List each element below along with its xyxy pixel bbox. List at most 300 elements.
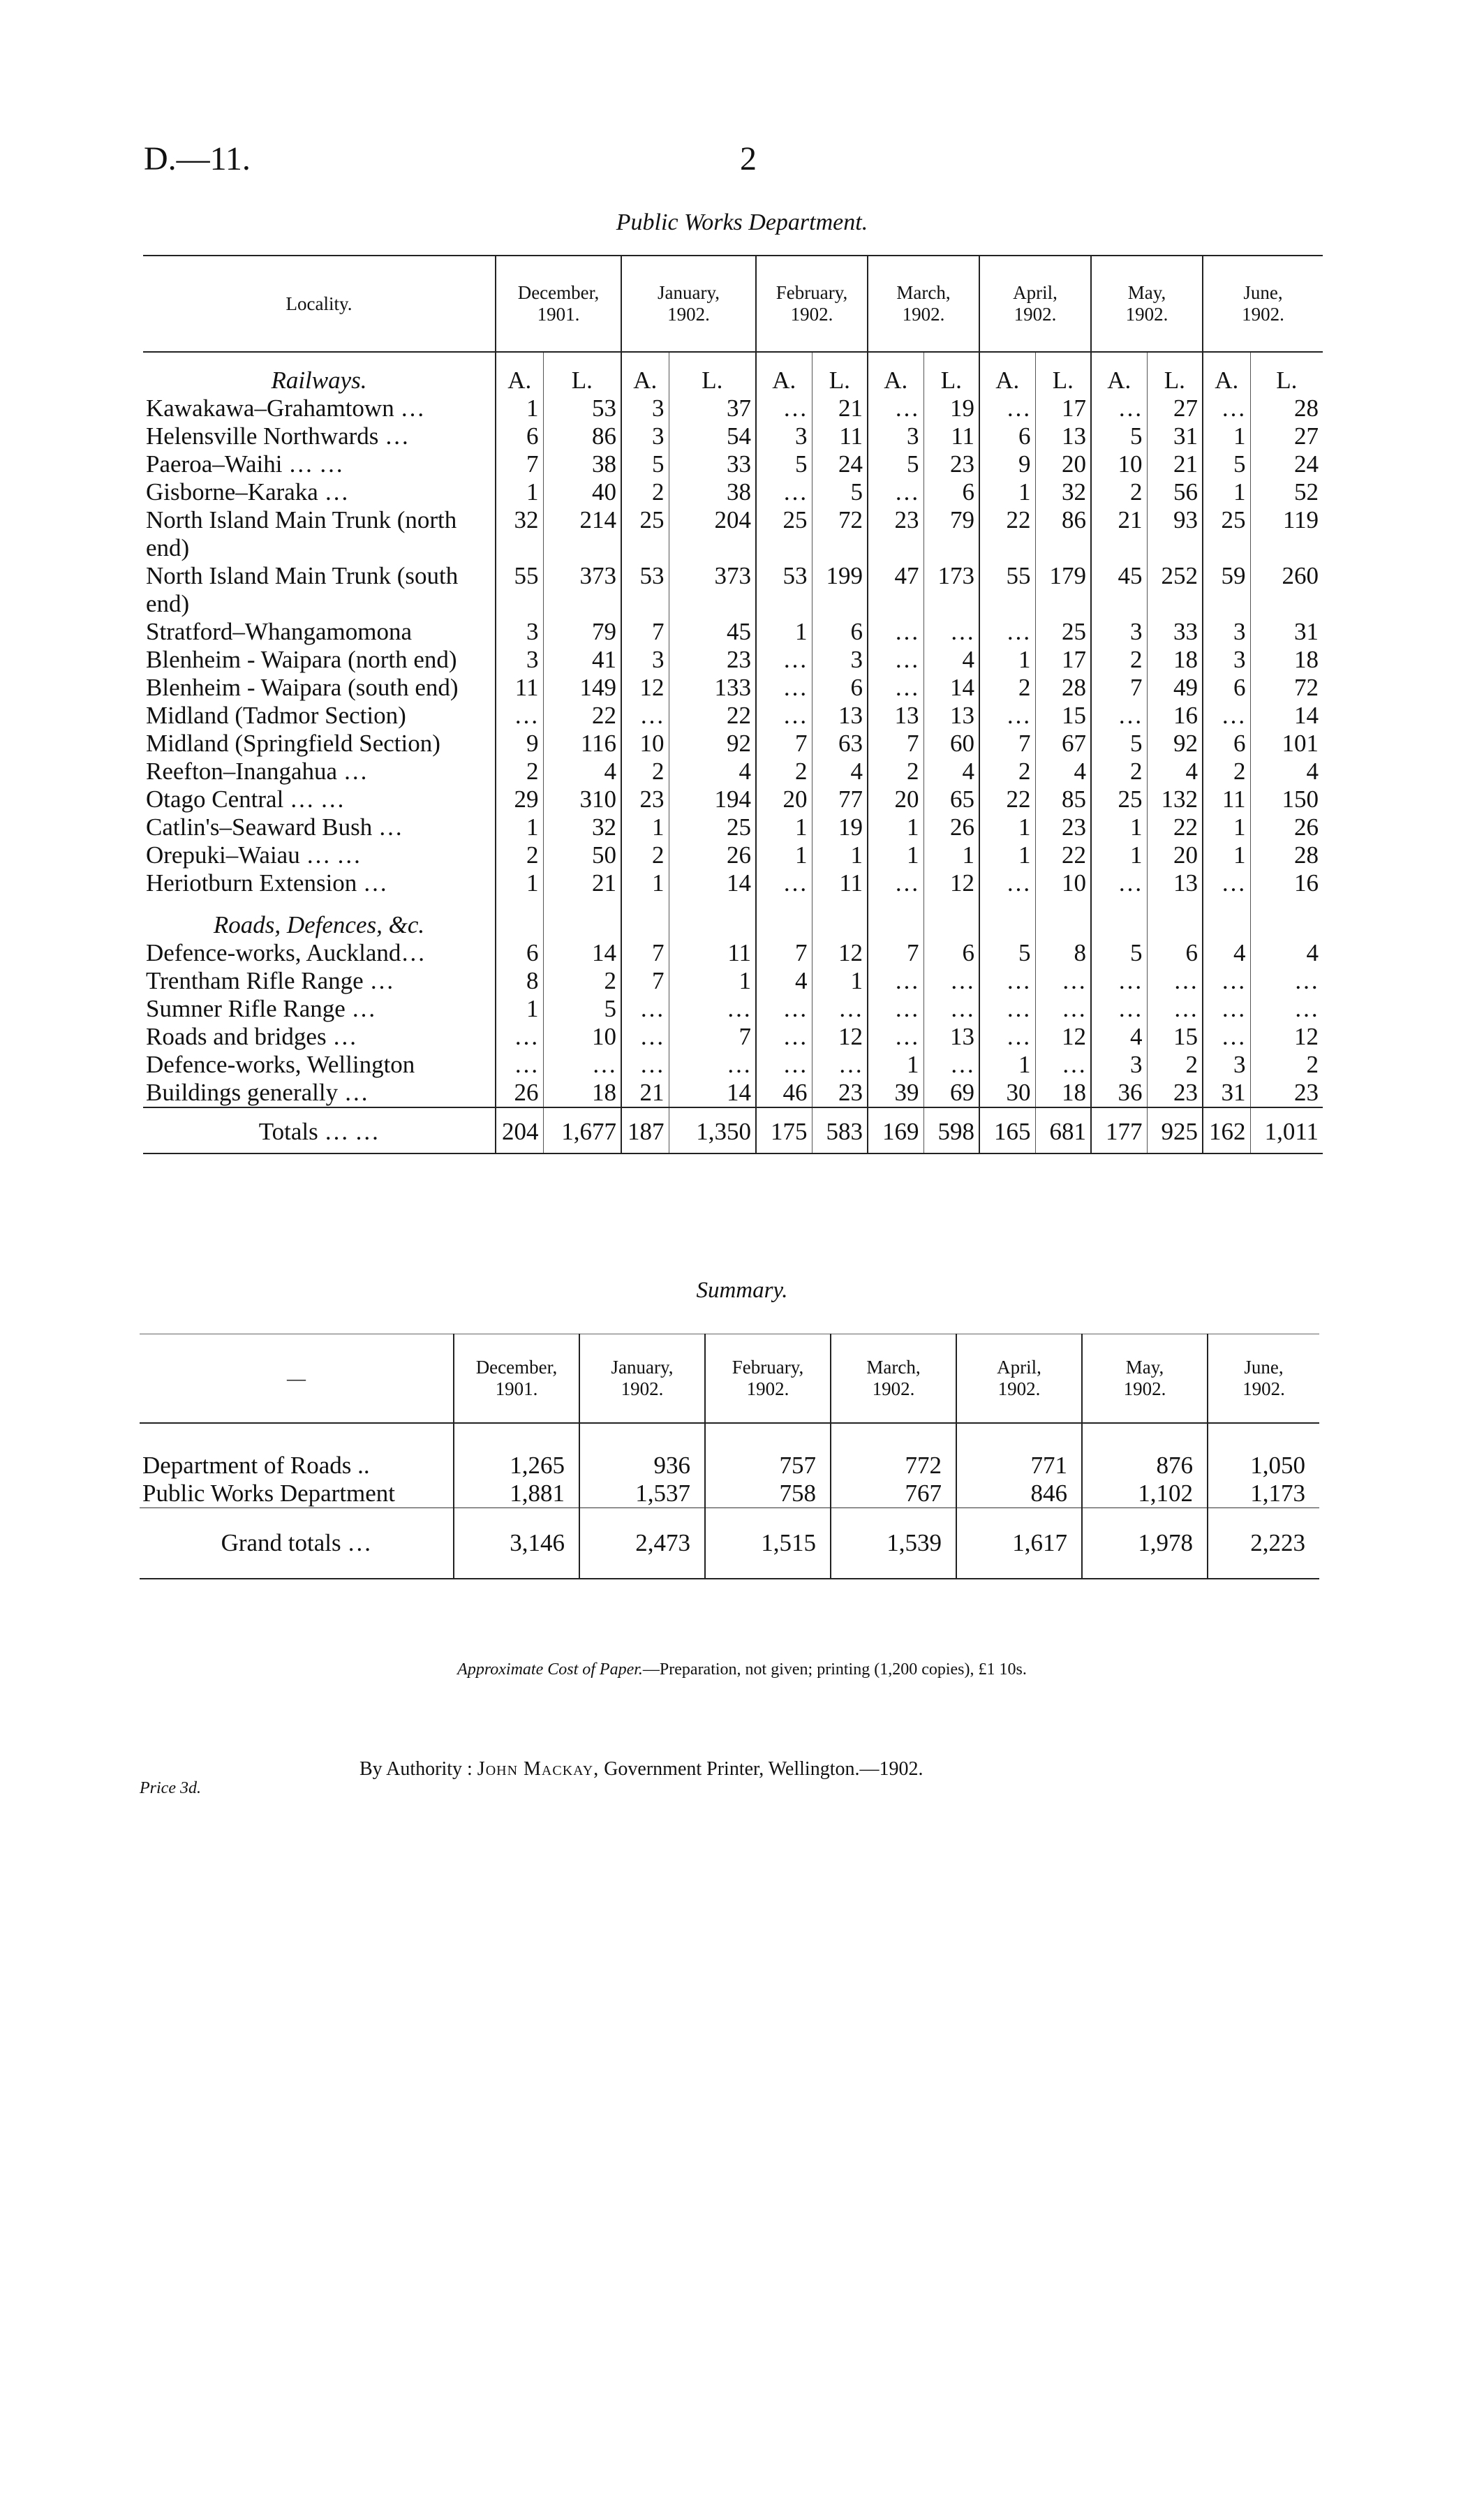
value-cell: … <box>923 967 979 995</box>
table-row <box>143 869 1323 897</box>
value-cell: 26 <box>1250 813 1323 841</box>
value-cell: 22 <box>979 506 1035 562</box>
month-label: May, <box>1127 282 1166 303</box>
value-cell: 23 <box>923 450 979 478</box>
authority-prefix: By Authority : <box>359 1758 473 1780</box>
value-cell: 204 <box>496 1107 543 1153</box>
value-cell: 169 <box>868 1107 923 1153</box>
month-header <box>756 256 868 352</box>
value-cell: … <box>496 1023 543 1051</box>
table-row <box>143 618 1323 646</box>
spacer-cell <box>1091 897 1147 939</box>
value-cell: 2 <box>621 841 669 869</box>
summary-month-header <box>831 1334 956 1424</box>
locality-name: Defence-works, Auckland… <box>146 939 426 966</box>
month-header <box>1203 256 1323 352</box>
value-cell: 26 <box>669 841 756 869</box>
value-cell: 37 <box>669 395 756 422</box>
value-cell: 179 <box>1035 562 1091 618</box>
value-cell: 204 <box>669 506 756 562</box>
value-cell: 583 <box>812 1107 868 1153</box>
year-label: 1902. <box>790 304 833 325</box>
value-cell: … <box>1091 995 1147 1023</box>
value-cell: 12 <box>1250 1023 1323 1051</box>
value-cell: 173 <box>923 562 979 618</box>
table-row <box>143 450 1323 478</box>
summary-table <box>140 1334 1319 1579</box>
value-cell: 4 <box>923 758 979 786</box>
value-cell: 2 <box>868 758 923 786</box>
month-header <box>1091 256 1203 352</box>
value-cell: 3 <box>1091 1051 1147 1079</box>
grand-total-value: 3,146 <box>454 1508 579 1579</box>
value-cell: 194 <box>669 786 756 813</box>
value-cell: 12 <box>812 939 868 967</box>
spacer-cell <box>543 897 621 939</box>
value-cell: 4 <box>543 758 621 786</box>
value-cell: 6 <box>923 939 979 967</box>
value-cell: … <box>1203 395 1250 422</box>
value-cell: … <box>1203 869 1250 897</box>
value-cell: … <box>496 702 543 730</box>
value-cell: 23 <box>621 786 669 813</box>
value-cell: 27 <box>1250 422 1323 450</box>
value-cell: 72 <box>812 506 868 562</box>
value-cell: … <box>979 995 1035 1023</box>
value-cell: 1 <box>979 478 1035 506</box>
value-cell: 23 <box>669 646 756 674</box>
value-cell: 14 <box>669 1079 756 1107</box>
value-cell: 23 <box>1147 1079 1203 1107</box>
value-cell: … <box>621 995 669 1023</box>
value-cell: 33 <box>1147 618 1203 646</box>
value-cell: 116 <box>543 730 621 758</box>
month-header <box>621 256 756 352</box>
value-cell: 162 <box>1203 1107 1250 1153</box>
spacer-cell <box>1035 897 1091 939</box>
value-cell: 133 <box>669 674 756 702</box>
value-cell: 11 <box>496 674 543 702</box>
value-cell: 1 <box>979 1051 1035 1079</box>
column-a-label: A. <box>496 352 543 395</box>
value-cell: 260 <box>1250 562 1323 618</box>
locality-name: Midland (Tadmor Section) <box>146 702 406 729</box>
value-cell: 4 <box>1250 758 1323 786</box>
table-row <box>143 478 1323 506</box>
grand-total-value: 2,473 <box>579 1508 705 1579</box>
document-code: D.—11. <box>144 140 251 177</box>
locality-header: Locality. <box>143 256 496 352</box>
value-cell: … <box>756 995 812 1023</box>
value-cell: … <box>756 702 812 730</box>
value-cell: 60 <box>923 730 979 758</box>
value-cell: 2 <box>1091 758 1147 786</box>
value-cell: … <box>1147 995 1203 1023</box>
spacer-cell <box>496 897 543 939</box>
summary-value: 767 <box>831 1480 956 1508</box>
value-cell: 59 <box>1203 562 1250 618</box>
value-cell: 7 <box>621 939 669 967</box>
value-cell: 5 <box>812 478 868 506</box>
table-row <box>143 422 1323 450</box>
value-cell: … <box>669 1051 756 1079</box>
value-cell: 11 <box>812 869 868 897</box>
cost-note <box>0 1660 1484 1679</box>
value-cell: 10 <box>543 1023 621 1051</box>
value-cell: 3 <box>1203 618 1250 646</box>
value-cell: 28 <box>1035 674 1091 702</box>
month-label: January, <box>611 1357 674 1378</box>
value-cell: 1 <box>1203 478 1250 506</box>
value-cell: 20 <box>1147 841 1203 869</box>
value-cell: 14 <box>1250 702 1323 730</box>
spacer-cell <box>756 897 812 939</box>
value-cell: … <box>1203 995 1250 1023</box>
value-cell: 27 <box>1147 395 1203 422</box>
value-cell: 1 <box>496 869 543 897</box>
value-cell: 21 <box>812 395 868 422</box>
value-cell: 10 <box>621 730 669 758</box>
value-cell: 21 <box>1091 506 1147 562</box>
value-cell: 1,350 <box>669 1107 756 1153</box>
value-cell: 86 <box>543 422 621 450</box>
value-cell: 25 <box>621 506 669 562</box>
summary-month-header <box>705 1334 831 1424</box>
value-cell: 52 <box>1250 478 1323 506</box>
value-cell: 214 <box>543 506 621 562</box>
column-a-label: A. <box>979 352 1035 395</box>
value-cell: 2 <box>1091 478 1147 506</box>
value-cell: 5 <box>979 939 1035 967</box>
table-row <box>143 506 1323 562</box>
value-cell: 30 <box>979 1079 1035 1107</box>
value-cell: 1 <box>1091 841 1147 869</box>
value-cell: 310 <box>543 786 621 813</box>
month-label: March, <box>866 1357 921 1378</box>
column-a-label: A. <box>756 352 812 395</box>
value-cell: 7 <box>979 730 1035 758</box>
value-cell: 40 <box>543 478 621 506</box>
value-cell: 63 <box>812 730 868 758</box>
printer-name: John Mackay, <box>477 1758 600 1780</box>
column-a-label: A. <box>1203 352 1250 395</box>
column-a-label: A. <box>1091 352 1147 395</box>
value-cell: … <box>496 1051 543 1079</box>
locality-name: Blenheim - Waipara (south end) <box>146 674 459 701</box>
value-cell: 29 <box>496 786 543 813</box>
table-row <box>143 1079 1323 1107</box>
value-cell: … <box>621 1051 669 1079</box>
column-a-label: A. <box>621 352 669 395</box>
column-l-label: L. <box>669 352 756 395</box>
value-cell: 2 <box>1250 1051 1323 1079</box>
value-cell: 23 <box>1035 813 1091 841</box>
value-cell: 79 <box>923 506 979 562</box>
value-cell: 1 <box>496 395 543 422</box>
year-label: 1902. <box>1123 1378 1166 1399</box>
value-cell: 1 <box>868 841 923 869</box>
value-cell: 925 <box>1147 1107 1203 1153</box>
value-cell: 175 <box>756 1107 812 1153</box>
value-cell: 1 <box>669 967 756 995</box>
value-cell: 3 <box>621 395 669 422</box>
value-cell: … <box>1203 967 1250 995</box>
value-cell: 8 <box>496 967 543 995</box>
value-cell: 18 <box>1035 1079 1091 1107</box>
value-cell: … <box>812 1051 868 1079</box>
value-cell: 20 <box>756 786 812 813</box>
value-cell: 53 <box>621 562 669 618</box>
grand-totals-label: Grand totals … <box>140 1508 454 1579</box>
value-cell: 21 <box>543 869 621 897</box>
value-cell: 23 <box>812 1079 868 1107</box>
locality-name: Heriotburn Extension … <box>146 869 388 897</box>
year-label: 1902. <box>667 304 710 325</box>
month-header <box>496 256 621 352</box>
value-cell: 7 <box>1091 674 1147 702</box>
value-cell: … <box>543 1051 621 1079</box>
value-cell: 10 <box>1091 450 1147 478</box>
value-cell: 50 <box>543 841 621 869</box>
locality-name: Roads and bridges … <box>146 1023 357 1050</box>
value-cell: 11 <box>812 422 868 450</box>
grand-total-value: 1,539 <box>831 1508 956 1579</box>
value-cell: … <box>812 995 868 1023</box>
spacer-cell <box>868 897 923 939</box>
value-cell: 4 <box>669 758 756 786</box>
locality-name: North Island Main Trunk (south end) <box>146 562 459 617</box>
value-cell: 65 <box>923 786 979 813</box>
value-cell: 20 <box>868 786 923 813</box>
value-cell: 2 <box>496 841 543 869</box>
spacer-cell <box>1203 897 1250 939</box>
value-cell: 5 <box>543 995 621 1023</box>
column-l-label: L. <box>923 352 979 395</box>
value-cell: 373 <box>543 562 621 618</box>
table-row <box>143 674 1323 702</box>
page-number: 2 <box>740 140 757 177</box>
locality-name: Defence-works, Wellington <box>146 1051 415 1078</box>
value-cell: … <box>979 618 1035 646</box>
value-cell: 22 <box>543 702 621 730</box>
value-cell: 16 <box>1250 869 1323 897</box>
summary-row-label: Public Works Department <box>142 1480 396 1507</box>
column-l-label: L. <box>812 352 868 395</box>
summary-month-header <box>956 1334 1082 1424</box>
value-cell: 22 <box>669 702 756 730</box>
value-cell: 36 <box>1091 1079 1147 1107</box>
value-cell: 4 <box>1091 1023 1147 1051</box>
locality-name: Midland (Springfield Section) <box>146 730 440 757</box>
value-cell: … <box>621 1023 669 1051</box>
value-cell: 1 <box>812 967 868 995</box>
value-cell: … <box>1203 1023 1250 1051</box>
value-cell: … <box>756 1051 812 1079</box>
value-cell: … <box>1091 967 1147 995</box>
year-label: 1901. <box>495 1378 538 1399</box>
value-cell: 17 <box>1035 646 1091 674</box>
value-cell: … <box>756 674 812 702</box>
value-cell: 2 <box>756 758 812 786</box>
summary-totals-row <box>140 1508 1319 1579</box>
value-cell: 69 <box>923 1079 979 1107</box>
value-cell: 1 <box>979 646 1035 674</box>
summary-table-body <box>140 1423 1319 1579</box>
value-cell: … <box>669 995 756 1023</box>
table-row <box>143 646 1323 674</box>
value-cell: 373 <box>669 562 756 618</box>
spacer-cell <box>812 897 868 939</box>
value-cell: … <box>979 1023 1035 1051</box>
value-cell: 32 <box>1035 478 1091 506</box>
value-cell: 92 <box>1147 730 1203 758</box>
value-cell: 26 <box>496 1079 543 1107</box>
value-cell: 681 <box>1035 1107 1091 1153</box>
value-cell: … <box>868 618 923 646</box>
value-cell: 2 <box>979 674 1035 702</box>
month-label: January, <box>658 282 720 303</box>
value-cell: 33 <box>669 450 756 478</box>
value-cell: 93 <box>1147 506 1203 562</box>
value-cell: 7 <box>868 939 923 967</box>
value-cell: … <box>979 702 1035 730</box>
value-cell: 3 <box>621 422 669 450</box>
value-cell: 1 <box>812 841 868 869</box>
value-cell: 252 <box>1147 562 1203 618</box>
value-cell: … <box>1091 702 1147 730</box>
value-cell: 31 <box>1203 1079 1250 1107</box>
summary-value: 876 <box>1082 1423 1208 1480</box>
value-cell: 11 <box>923 422 979 450</box>
value-cell: 12 <box>923 869 979 897</box>
summary-month-header <box>1208 1334 1319 1424</box>
locality-name: Sumner Rifle Range … <box>146 995 376 1022</box>
table-row <box>143 995 1323 1023</box>
year-label: 1902. <box>1125 304 1168 325</box>
value-cell: 5 <box>1091 939 1147 967</box>
locality-name: Helensville Northwards … <box>146 422 410 450</box>
value-cell: 5 <box>621 450 669 478</box>
value-cell: … <box>868 478 923 506</box>
section-header-row <box>143 352 1323 395</box>
summary-title: Summary. <box>696 1278 788 1303</box>
value-cell: 55 <box>979 562 1035 618</box>
value-cell: 1,677 <box>543 1107 621 1153</box>
value-cell: … <box>979 869 1035 897</box>
value-cell: 4 <box>923 646 979 674</box>
value-cell: 45 <box>669 618 756 646</box>
value-cell: 1 <box>1203 841 1250 869</box>
value-cell: 72 <box>1250 674 1323 702</box>
value-cell: 41 <box>543 646 621 674</box>
value-cell: 56 <box>1147 478 1203 506</box>
month-header-row <box>143 256 1323 352</box>
page-title: Public Works Department. <box>616 209 868 235</box>
value-cell: 12 <box>1035 1023 1091 1051</box>
works-table-body <box>143 352 1323 1153</box>
value-cell: 7 <box>496 450 543 478</box>
value-cell: 199 <box>812 562 868 618</box>
value-cell: … <box>868 995 923 1023</box>
value-cell: 79 <box>543 618 621 646</box>
value-cell: 101 <box>1250 730 1323 758</box>
value-cell: 6 <box>496 422 543 450</box>
value-cell: 21 <box>1147 450 1203 478</box>
value-cell: 39 <box>868 1079 923 1107</box>
value-cell: 5 <box>756 450 812 478</box>
value-cell: 85 <box>1035 786 1091 813</box>
value-cell: 598 <box>923 1107 979 1153</box>
value-cell: 3 <box>621 646 669 674</box>
value-cell: 2 <box>1091 646 1147 674</box>
value-cell: 1 <box>621 869 669 897</box>
value-cell: 3 <box>1203 1051 1250 1079</box>
summary-value: 1,881 <box>454 1480 579 1508</box>
spacer-cell <box>669 897 756 939</box>
value-cell: 24 <box>1250 450 1323 478</box>
value-cell: … <box>923 1051 979 1079</box>
value-cell: … <box>1091 869 1147 897</box>
year-label: 1902. <box>872 1378 915 1399</box>
value-cell: 6 <box>812 618 868 646</box>
printer-line <box>359 1758 923 1781</box>
grand-total-value: 1,515 <box>705 1508 831 1579</box>
authority-suffix: Government Printer, Wellington.—1902. <box>604 1758 923 1780</box>
value-cell: 23 <box>868 506 923 562</box>
summary-value: 936 <box>579 1423 705 1480</box>
value-cell: 46 <box>756 1079 812 1107</box>
value-cell: 53 <box>543 395 621 422</box>
summary-value: 772 <box>831 1423 956 1480</box>
value-cell: 92 <box>669 730 756 758</box>
value-cell: 20 <box>1035 450 1091 478</box>
summary-value: 1,173 <box>1208 1480 1319 1508</box>
value-cell: 6 <box>1203 730 1250 758</box>
value-cell: 18 <box>543 1079 621 1107</box>
value-cell: … <box>1250 995 1323 1023</box>
value-cell: 25 <box>1091 786 1147 813</box>
value-cell: 2 <box>1147 1051 1203 1079</box>
value-cell: 49 <box>1147 674 1203 702</box>
value-cell: 22 <box>1147 813 1203 841</box>
value-cell: … <box>868 674 923 702</box>
value-cell: 177 <box>1091 1107 1147 1153</box>
year-label: 1902. <box>1014 304 1057 325</box>
locality-name: Otago Central … … <box>146 786 345 813</box>
value-cell: 6 <box>812 674 868 702</box>
value-cell: 2 <box>621 478 669 506</box>
value-cell: 38 <box>669 478 756 506</box>
value-cell: 119 <box>1250 506 1323 562</box>
column-l-label: L. <box>543 352 621 395</box>
table-row <box>143 395 1323 422</box>
value-cell: 9 <box>496 730 543 758</box>
totals-label: Totals … … <box>143 1107 496 1153</box>
value-cell: 14 <box>543 939 621 967</box>
summary-month-header <box>579 1334 705 1424</box>
value-cell: 14 <box>923 674 979 702</box>
value-cell: 1 <box>979 841 1035 869</box>
value-cell: 3 <box>1203 646 1250 674</box>
table-row <box>143 939 1323 967</box>
value-cell: 3 <box>496 618 543 646</box>
spacer-cell <box>923 897 979 939</box>
value-cell: … <box>756 1023 812 1051</box>
value-cell: 16 <box>1147 702 1203 730</box>
value-cell: 11 <box>1203 786 1250 813</box>
value-cell: 13 <box>923 702 979 730</box>
locality-name: Buildings generally … <box>146 1079 369 1106</box>
